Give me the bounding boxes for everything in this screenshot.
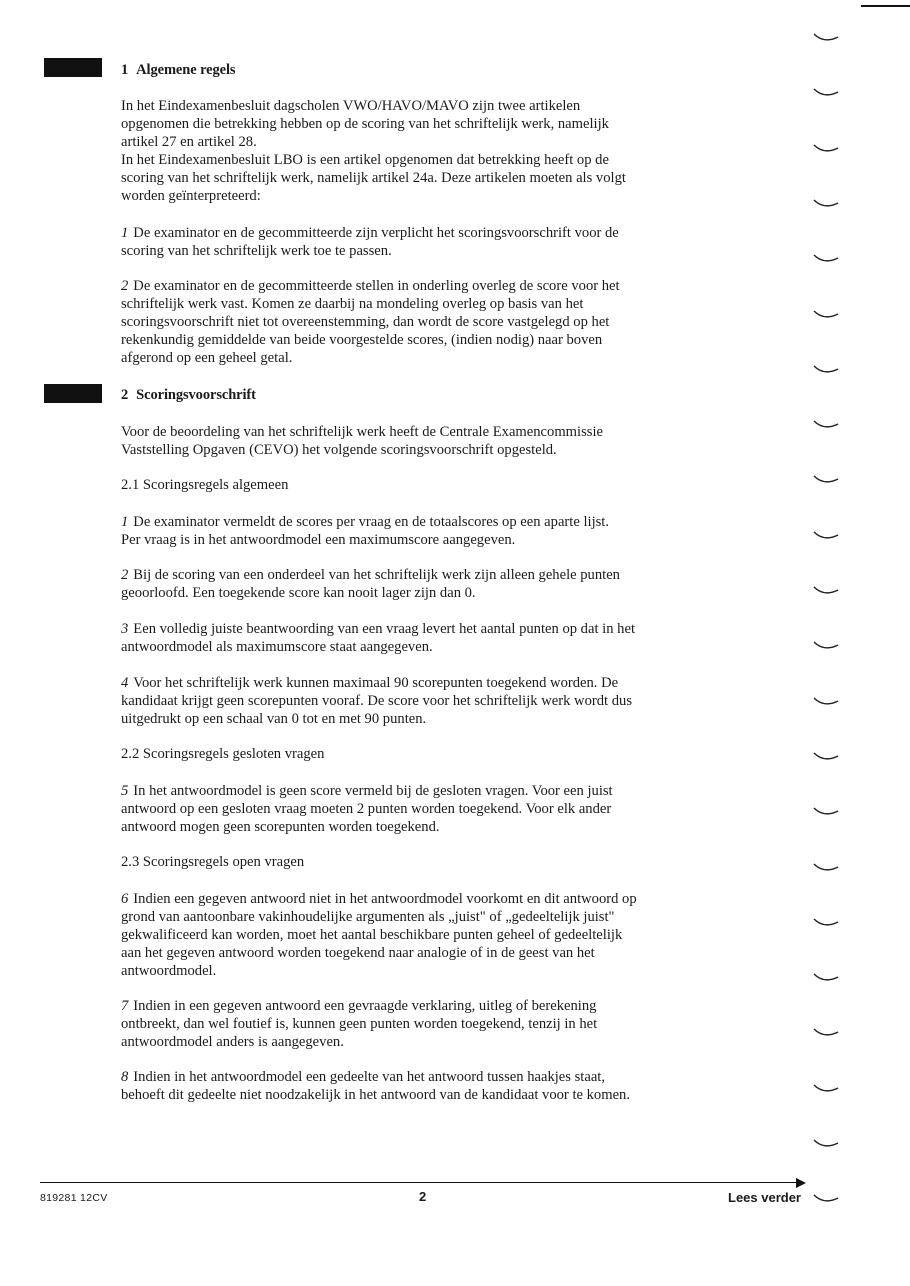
perforation-mark [810,309,844,319]
perforation-mark [810,696,844,706]
perforation-mark [810,640,844,650]
rule-number: 3 [121,621,129,637]
perforation-mark [810,87,844,97]
arrow-right-icon [796,1178,806,1188]
rule-paragraph [121,513,741,549]
perforation-mark [810,1138,844,1148]
subsection-heading: 2.1 Scoringsregels algemeen [121,477,289,493]
rule-paragraph [121,674,741,728]
rule-number: 2 [121,278,129,294]
rule-text: Indien een gegeven antwoord niet in het antwoordmodel voorkomt en dit antwoord op grond van aantoonbare vakinhoudelijke argumenten als „juist" of „gedeeltelijk juist" gekwalificeerd kan worden, moet het aantal beschikbare punten geheel of gedeeltelijk aan het gegeven antwoord worden toegekend naar analogie of in de geest van het antwoordmodel. [121,891,637,979]
rule-text: De examinator vermeldt de scores per vraag en de totaalscores op een aparte lijst. Per vraag is in het antwoordmodel een maximumscore aangegeven. [121,514,610,548]
rule-paragraph [121,1068,741,1104]
paragraph: In het Eindexamenbesluit dagscholen VWO/HAVO/MAVO zijn twee artikelen opgenomen die betrekking hebben op de scoring van het schriftelijk werk, namelijk artikel 27 en artikel 28. In het Eindexamenbesluit LBO is een artikel opgenomen dat betrekking heeft op de scoring van het schriftelijk werk, namelijk artikel 24a. Deze artikelen moeten als volgt worden geïnterpreteerd: [121,98,626,204]
rule-number: 1 [121,514,129,530]
rule-text: Indien in een gegeven antwoord een gevraagde verklaring, uitleg of berekening ontbreekt, dan wel foutief is, kunnen geen punten worden toegekend, tenzij in het antwoordmodel anders is aangegeven. [121,998,598,1050]
subsection-heading: 2.3 Scoringsregels open vragen [121,854,305,870]
rule-number: 6 [121,891,129,907]
rule-paragraph [121,890,741,980]
rule-number: 8 [121,1069,129,1085]
rule-number: 1 [121,225,129,241]
perforation-mark [810,419,844,429]
perforation-mark [810,806,844,816]
continue-label: Lees verder [728,1190,801,1205]
section-number: 1 [121,62,129,78]
perforation-mark [810,143,844,153]
section-marker-bar [44,58,102,77]
rule-paragraph [121,224,741,260]
rule-text: Een volledig juiste beantwoording van een vraag levert het aantal punten op dat in het antwoordmodel als maximumscore staat aangegeven. [121,621,635,655]
perforation-mark [810,917,844,927]
perforation-mark [810,1027,844,1037]
rule-paragraph [121,997,741,1051]
rule-paragraph [121,620,741,656]
footer-rule [40,1182,800,1183]
rule-text: Indien in het antwoordmodel een gedeelte van het antwoord tussen haakjes staat, behoeft dit gedeelte niet noodzakelijk in het antwoord van de kandidaat voor te komen. [121,1069,630,1103]
perforation-mark [810,972,844,982]
section-heading [121,62,235,79]
document-code: 819281 12CV [40,1192,108,1204]
perforation-marks [810,0,850,1286]
subsection-heading: 2.2 Scoringsregels gesloten vragen [121,746,325,762]
rule-paragraph [121,566,741,602]
section-marker-bar [44,384,102,403]
section-title: Algemene regels [136,62,236,78]
perforation-mark [810,862,844,872]
perforation-mark [810,530,844,540]
perforation-mark [810,474,844,484]
section-heading [121,387,256,404]
perforation-mark [810,364,844,374]
rule-number: 4 [121,675,129,691]
perforation-mark [810,1083,844,1093]
rule-paragraph [121,782,741,836]
rule-text: Voor het schriftelijk werk kunnen maximaal 90 scorepunten toegekend worden. De kandidaat krijgt geen scorepunten vooraf. De score voor het schriftelijk werk wordt dus uitgedrukt op een schaal van 0 tot en met 90 punten. [121,675,633,727]
perforation-mark [810,585,844,595]
section-number: 2 [121,387,129,403]
rule-text: In het antwoordmodel is geen score vermeld bij de gesloten vragen. Voor een juist antwoord op een gesloten vraag moeten 2 punten worden toegekend. Voor elk ander antwoord mogen geen scorepunten worden toegekend. [121,783,613,835]
perforation-mark [810,32,844,42]
rule-text: Bij de scoring van een onderdeel van het schriftelijk werk zijn alleen gehele punten geoorloofd. Een toegekende score kan nooit lager zijn dan 0. [121,567,620,601]
rule-text: De examinator en de gecommitteerde stellen in onderling overleg de score voor het schriftelijk werk vast. Komen ze daarbij na mondeling overleg op basis van het scoringsvoorschrift niet tot overeenstemming, dan wordt de score vastgelegd op het rekenkundig gemiddelde van beide voorgestelde scores, (indien nodig) naar boven afgerond op een geheel getal. [121,278,620,366]
rule-text: De examinator en de gecommitteerde zijn verplicht het scoringsvoorschrift voor de scoring van het schriftelijk werk toe te passen. [121,225,619,259]
page-number: 2 [419,1189,427,1204]
paragraph: Voor de beoordeling van het schriftelijk werk heeft de Centrale Examencommissie Vaststelling Opgaven (CEVO) het volgende scoringsvoorschrift opgesteld. [121,424,603,458]
rule-paragraph [121,277,741,367]
perforation-mark [810,751,844,761]
rule-number: 5 [121,783,129,799]
perforation-mark [810,1193,844,1203]
top-rule [861,5,910,7]
perforation-mark [810,198,844,208]
rule-number: 2 [121,567,129,583]
perforation-mark [810,253,844,263]
rule-number: 7 [121,998,129,1014]
section-title: Scoringsvoorschrift [136,387,256,403]
